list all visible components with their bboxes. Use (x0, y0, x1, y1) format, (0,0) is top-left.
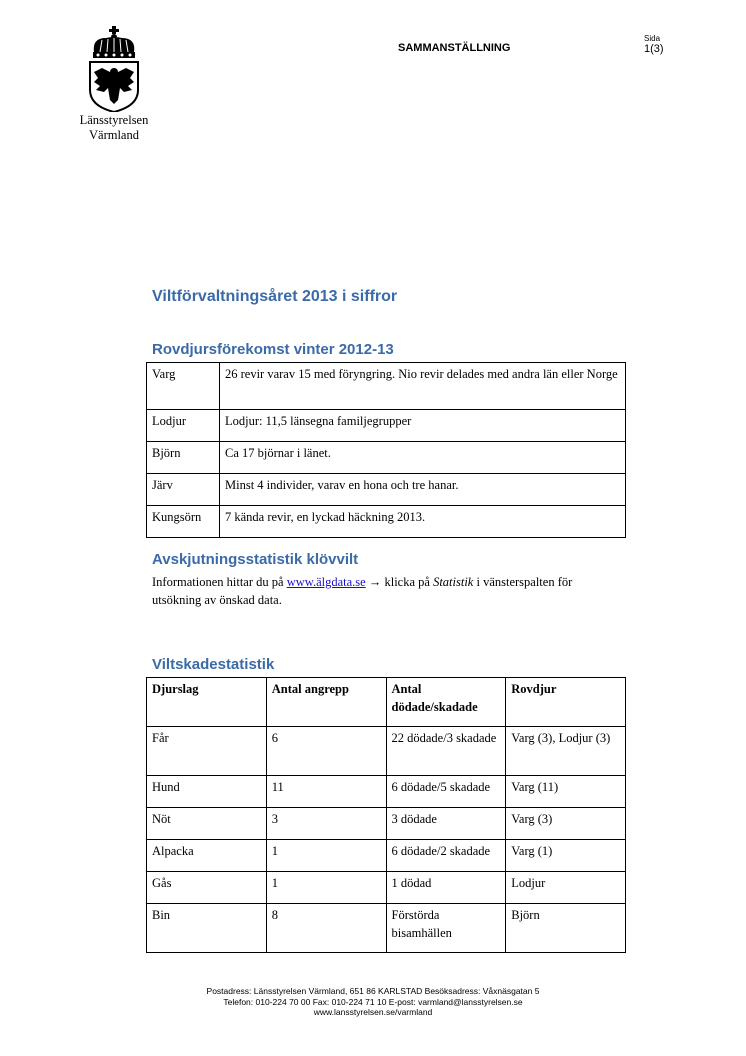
org-name-line2: Värmland (89, 128, 139, 142)
table-cell: Varg (3), Lodjur (3) (506, 727, 626, 776)
table-cell: 7 kända revir, en lyckad häckning 2013. (220, 506, 626, 538)
table-row (147, 506, 626, 538)
viltskada-table (146, 677, 626, 953)
table-cell: Minst 4 individer, varav en hona och tre hanar. (220, 474, 626, 506)
table-cell: 22 dödade/3 skadade (386, 727, 506, 776)
table-cell: Alpacka (147, 840, 267, 872)
column-header: Antal dödade/skadade (386, 678, 506, 727)
column-header: Antal angrepp (266, 678, 386, 727)
table-cell: Järv (147, 474, 220, 506)
table-cell: Lodjur: 11,5 länsegna familjegrupper (220, 410, 626, 442)
table-row (147, 904, 626, 953)
paragraph-text: Informationen hittar du på (152, 575, 287, 589)
table-cell: Lodjur (147, 410, 220, 442)
footer-address: Postadress: Länsstyrelsen Värmland, 651 86 KARLSTAD Besöksadress: Våxnäsgatan 5 (206, 986, 540, 996)
section-heading-viltskada: Viltskadestatistik (152, 656, 275, 673)
table-cell: Björn (506, 904, 626, 953)
paragraph-text: i vänsterspalten för utsökning av önskad data. (152, 575, 573, 607)
document-type: SAMMANSTÄLLNING (398, 42, 511, 54)
column-header: Djurslag (147, 678, 267, 727)
table-cell: 8 (266, 904, 386, 953)
footer-website: www.lansstyrelsen.se/varmland (313, 1007, 433, 1017)
table-cell: 3 (266, 808, 386, 840)
table-cell: 26 revir varav 15 med föryngring. Nio revir delades med andra län eller Norge (220, 363, 626, 410)
column-header: Rovdjur (506, 678, 626, 727)
page-label: Sida (644, 34, 661, 43)
table-cell: Varg (147, 363, 220, 410)
table-cell: 3 dödade (386, 808, 506, 840)
org-name-line1: Länsstyrelsen (79, 113, 149, 127)
table-cell: Varg (3) (506, 808, 626, 840)
footer-contact: Telefon: 010-224 70 00 Fax: 010-224 71 10 E-post: varmland@lansstyrelsen.se (223, 996, 523, 1007)
table-cell: Kungsörn (147, 506, 220, 538)
rovdjur-table (146, 362, 626, 538)
table-cell: Får (147, 727, 267, 776)
table-header-row (147, 678, 626, 727)
logo (64, 26, 164, 142)
table-row (147, 363, 626, 410)
table-cell: 11 (266, 776, 386, 808)
table-row (147, 442, 626, 474)
section-heading-rovdjur: Rovdjursförekomst vinter 2012-13 (152, 341, 394, 358)
table-cell: Lodjur (506, 872, 626, 904)
avskjutning-paragraph (152, 573, 624, 609)
table-row (147, 410, 626, 442)
page-title: Viltförvaltningsåret 2013 i siffror (152, 288, 398, 305)
page-number: 1(3) (644, 43, 664, 55)
section-heading-avskjutning: Avskjutningsstatistik klövvilt (152, 551, 359, 568)
table-row (147, 474, 626, 506)
table-cell: Hund (147, 776, 267, 808)
table-cell: 1 (266, 872, 386, 904)
table-row (147, 776, 626, 808)
table-cell: 6 dödade/2 skadade (386, 840, 506, 872)
table-cell: Varg (1) (506, 840, 626, 872)
crowned-eagle-emblem-icon (84, 26, 144, 112)
table-row (147, 840, 626, 872)
table-cell: Nöt (147, 808, 267, 840)
footer (0, 986, 746, 1018)
table-cell: Förstörda bisamhällen (386, 904, 506, 953)
table-row (147, 727, 626, 776)
table-cell: Bin (147, 904, 267, 953)
table-row (147, 808, 626, 840)
statistik-emphasis: Statistik (433, 575, 474, 589)
table-cell: 6 (266, 727, 386, 776)
table-cell: 1 (266, 840, 386, 872)
algdata-link[interactable]: www.älgdata.se (286, 575, 366, 589)
paragraph-text: → klicka på (365, 575, 434, 589)
table-row (147, 872, 626, 904)
table-cell: Gås (147, 872, 267, 904)
table-cell: Ca 17 björnar i länet. (220, 442, 626, 474)
table-cell: 6 dödade/5 skadade (386, 776, 506, 808)
table-cell: Björn (147, 442, 220, 474)
table-cell: 1 dödad (386, 872, 506, 904)
table-cell: Varg (11) (506, 776, 626, 808)
